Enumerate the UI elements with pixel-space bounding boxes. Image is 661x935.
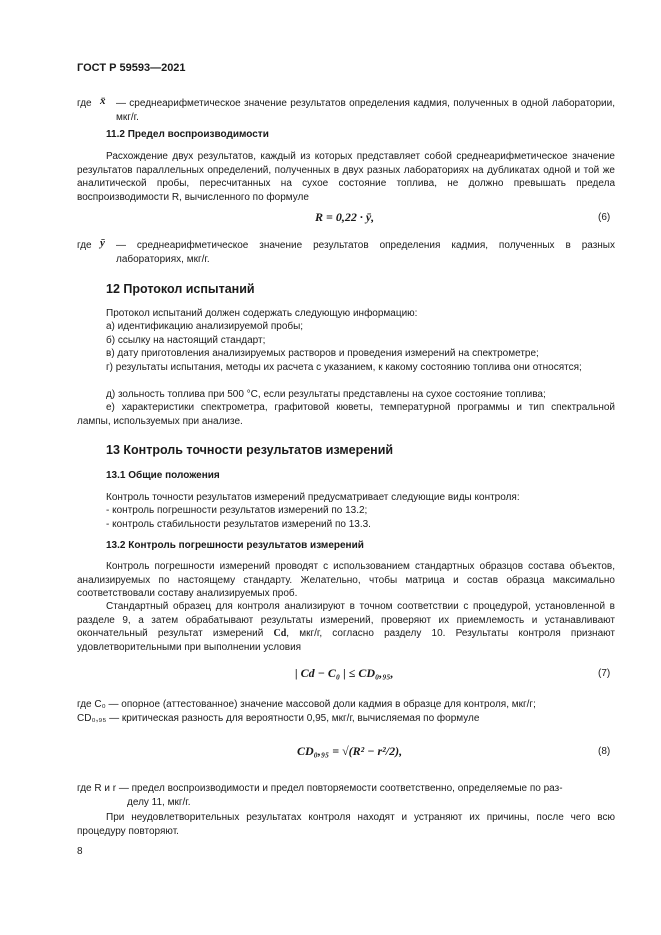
section-13-1-intro: Контроль точности результатов измерений предусматривает следующие виды контроля: [106,492,520,503]
r-definition: где R и r — предел воспроизводимости и предел повторяемости соответственно, определяемые по раз- [77,783,563,794]
section-11-2-title: 11.2 Предел воспроизводимости [106,129,269,140]
list-item: д) зольность топлива при 500 °С, если результаты представлены на сухое состояние топлива; [106,389,546,400]
where-label: где [77,240,92,251]
cd095-definition: CD₀,₉₅ — критическая разность для вероятности 0,95, мкг/г, вычисляемая по формуле [77,713,480,724]
where-label: где [77,98,92,109]
list-item: - контроль погрешности результатов измерений по 13.2; [106,505,368,516]
formula-8: CD₀,₉₅ = √(R² − r²/2), [297,744,403,758]
y-bar-definition: — среднеарифметическое значение результатов определения кадмия, полученных в разных лабораториях, мкг/г. [116,240,615,265]
list-item: б) ссылку на настоящий стандарт; [106,335,266,346]
section-12-title: 12 Протокол испытаний [106,282,255,296]
x-bar-symbol: x̄ [100,95,106,107]
standard-header: ГОСТ Р 59593—2021 [77,62,186,74]
paragraph-2-end: , мкг/г, согласно разделу 10. Результаты контроля признают удовлетворительными при выполнении условия [77,628,616,653]
list-item: в) дату приготовления анализируемых растворов и проведения измерений на спектрометре; [106,348,539,359]
formula-7-number: (7) [598,668,611,679]
r-definition-cont: делу 11, мкг/г. [127,797,191,808]
formula-6: R = 0,22 · ȳ, [315,210,375,224]
section-11-2-paragraph: Расхождение двух результатов, каждый из которых представляет собой среднеарифметическое значение результатов параллельных определений, полученных в двух разных лабораториях на дубликатах одной и той же аналитической пробы, пересчитанных на сухое состояние топлива, не должно превышать предела воспроизводимости R, вычисленного по формуле [77,151,615,203]
formula-7: | Cd − C₀ | ≤ CD₀,₉₅, [295,666,394,680]
final-paragraph: При неудовлетворительных результатах контроля находят и устраняют их причины, после чего всю процедуру повторяют. [77,812,615,837]
list-item: г) результаты испытания, методы их расчета с указанием, к какому состоянию топлива они относятся; [106,362,582,373]
formula-8-number: (8) [598,746,611,757]
formula-6-number: (6) [598,212,611,223]
section-12-intro: Протокол испытаний должен содержать следующую информацию: [106,308,418,319]
x-bar-definition: — среднеарифметическое значение результатов определения кадмия, полученных в одной лаборатории, мкг/г. [116,98,615,123]
list-item: а) идентификацию анализируемой пробы; [106,321,304,332]
section-13-2-paragraph-2 [77,600,615,654]
list-item: е) характеристики спектрометра, графитовой кюветы, температурной программы и тип спектральной лампы, используемых при анализе. [77,402,615,427]
page-number: 8 [77,846,83,857]
section-13-2-title: 13.2 Контроль погрешности результатов измерений [106,540,364,551]
section-13-title: 13 Контроль точности результатов измерений [106,443,394,457]
paragraph-2-start: Стандартный образец для контроля анализируют в точном соответствии с процедурой, установленной в разделе 9, а затем обрабатывают результаты измерений, проверяют их приемлемость и устанавливают окончательный результат измерений [77,601,615,640]
y-bar-symbol: ȳ [100,237,105,249]
cd-symbol: Cd [273,628,287,640]
c0-definition: где C₀ — опорное (аттестованное) значение массовой доли кадмия в образце для контроля, мкг/г; [77,699,536,710]
section-13-1-title: 13.1 Общие положения [106,470,220,481]
section-13-2-paragraph-1: Контроль погрешности измерений проводят с использованием стандартных образцов состава объектов, анализируемых по настоящему стандарту. Желательно, чтобы матрица и состав образца максимально соответствовали составу анализируемых проб. [77,561,615,600]
list-item: - контроль стабильности результатов измерений по 13.3. [106,519,371,530]
